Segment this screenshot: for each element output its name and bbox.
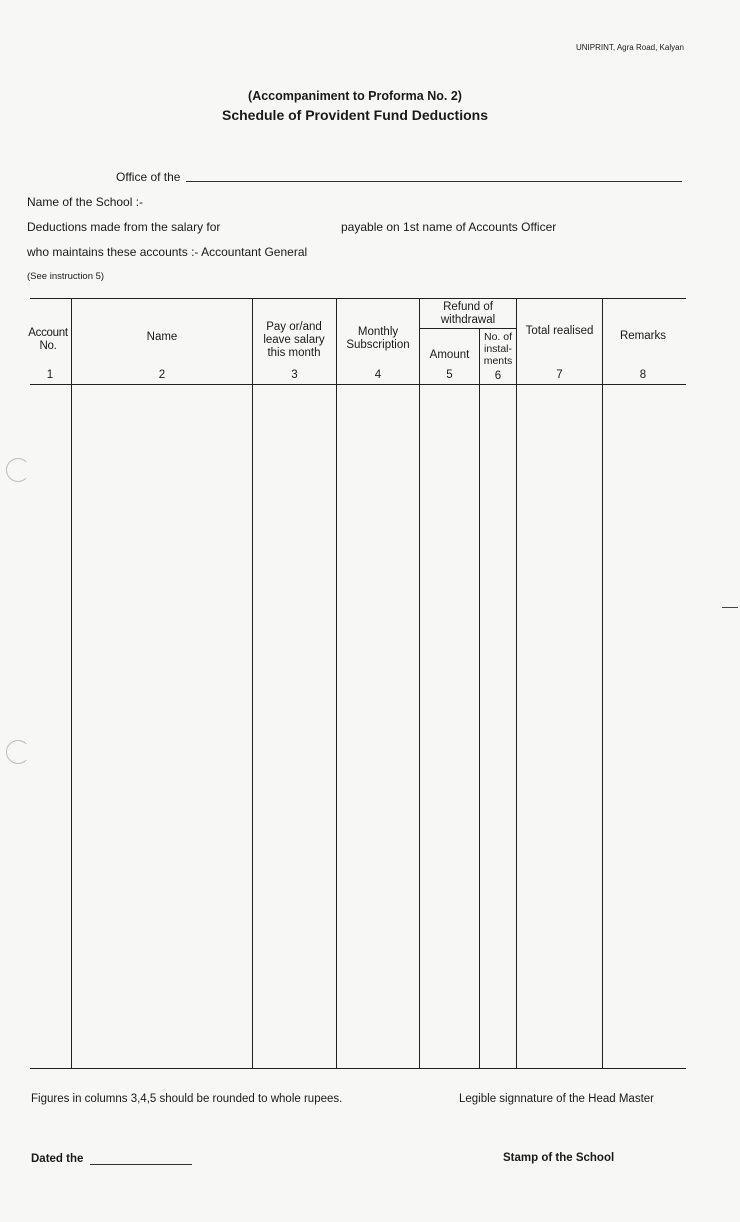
payable-label: payable on 1st name of Accounts Officer bbox=[341, 220, 557, 234]
printer-credit: UNIPRINT, Agra Road, Kalyan bbox=[575, 43, 684, 52]
header-refund-of-withdrawal: Refund of withdrawal bbox=[440, 301, 496, 326]
deductions-label: Deductions made from the salary for bbox=[27, 220, 221, 234]
office-fill-line bbox=[186, 181, 682, 182]
refund-subheader-line bbox=[419, 328, 516, 329]
rounding-note: Figures in columns 3,4,5 should be rounded to whole rupees. bbox=[31, 1093, 343, 1105]
header-account-no: Account No. bbox=[28, 327, 68, 352]
table-top-border bbox=[30, 298, 686, 299]
col-divider bbox=[516, 298, 517, 1068]
col-number: 2 bbox=[158, 369, 166, 381]
col-number: 6 bbox=[494, 370, 502, 382]
margin-tick-mark bbox=[722, 607, 738, 608]
header-bottom-border bbox=[30, 384, 686, 385]
header-no-of-instalments: No. of instal-ments bbox=[483, 331, 513, 367]
dated-label: Dated the bbox=[31, 1153, 84, 1165]
col-number: 5 bbox=[446, 369, 453, 381]
stamp-label: Stamp of the School bbox=[503, 1152, 615, 1164]
form-subtitle: (Accompaniment to Proforma No. 2) bbox=[248, 89, 462, 103]
header-remarks: Remarks bbox=[619, 330, 666, 342]
date-fill-line bbox=[90, 1164, 192, 1165]
office-label: Office of the bbox=[116, 170, 181, 184]
header-pay-salary: Pay or/and leave salary this month bbox=[263, 321, 325, 359]
col-number: 3 bbox=[291, 369, 298, 381]
col-divider bbox=[252, 298, 253, 1068]
col-divider bbox=[419, 298, 420, 1068]
maintains-label: who maintains these accounts :- Accountant General bbox=[27, 245, 308, 259]
header-monthly-subscription: Monthly Subscription bbox=[346, 326, 410, 351]
instruction-note: (See instruction 5) bbox=[27, 271, 105, 282]
school-name-label: Name of the School :- bbox=[27, 195, 144, 209]
header-amount: Amount bbox=[429, 349, 470, 361]
punch-hole-mark bbox=[6, 458, 30, 482]
form-title: Schedule of Provident Fund Deductions bbox=[221, 107, 488, 123]
col-divider bbox=[71, 298, 72, 1068]
col-number: 8 bbox=[639, 369, 647, 381]
signature-label: Legible signnature of the Head Master bbox=[459, 1093, 654, 1105]
col-divider bbox=[602, 298, 603, 1068]
punch-hole-mark bbox=[6, 740, 30, 764]
header-total-realised: Total realised bbox=[525, 325, 594, 337]
col-number: 4 bbox=[374, 369, 382, 381]
col-number: 1 bbox=[46, 369, 54, 381]
col-number: 7 bbox=[556, 369, 563, 381]
table-bottom-border bbox=[30, 1068, 686, 1069]
col-divider bbox=[336, 298, 337, 1068]
header-name: Name bbox=[146, 331, 178, 343]
col-divider bbox=[479, 328, 480, 1068]
